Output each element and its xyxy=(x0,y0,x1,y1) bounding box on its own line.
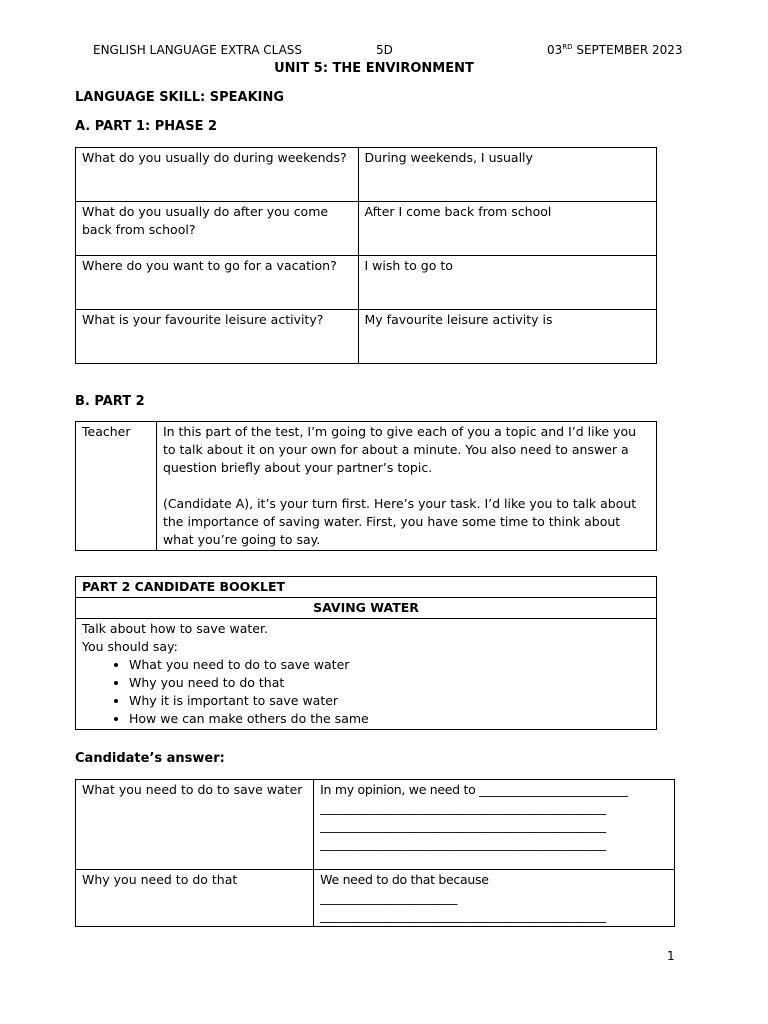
table-row xyxy=(76,619,657,730)
answer-line: ________________________________________________ xyxy=(320,818,606,833)
header-date: 03RD SEPTEMBER 2023 xyxy=(547,43,683,57)
booklet-bullet-list xyxy=(82,656,650,728)
answer-starter-cell: My favourite leisure activity is xyxy=(358,310,656,364)
list-item: • How we can make others do the same xyxy=(129,710,650,728)
answer-starter-cell: I wish to go to xyxy=(358,256,656,310)
table-row xyxy=(76,202,657,256)
table-row xyxy=(76,148,657,202)
role-cell: Teacher xyxy=(76,422,157,551)
candidate-booklet-table xyxy=(75,576,657,730)
table-row xyxy=(76,310,657,364)
answer-line: We need to do that because xyxy=(320,872,489,887)
answer-prompt-cell: Why you need to do that xyxy=(76,870,314,927)
question-cell: What is your favourite leisure activity? xyxy=(76,310,359,364)
part2-heading: B. PART 2 xyxy=(75,394,145,409)
question-cell: Where do you want to go for a vacation? xyxy=(76,256,359,310)
table-row xyxy=(76,598,657,619)
list-item: • Why you need to do that xyxy=(129,674,650,692)
teacher-script-paragraph-2: (Candidate A), it’s your turn first. Here’s your task. I’d like you to talk about the importance of saving water. First, you have some time to think about what you’re going to say. xyxy=(162,496,637,547)
candidate-answer-table xyxy=(75,779,675,927)
teacher-script-cell xyxy=(156,422,656,551)
booklet-heading: PART 2 CANDIDATE BOOKLET xyxy=(76,577,657,598)
part2-teacher-table xyxy=(75,421,657,551)
page-number: 1 xyxy=(667,949,675,963)
unit-title: UNIT 5: THE ENVIRONMENT xyxy=(274,61,474,76)
answer-line: ________________________________________________ xyxy=(320,836,606,851)
part1-table xyxy=(75,147,657,364)
answer-line: ________________________________________________ xyxy=(320,908,606,923)
table-row xyxy=(76,577,657,598)
booklet-intro-line: Talk about how to save water. xyxy=(82,621,268,636)
header-class: 5D xyxy=(376,43,393,57)
answer-line: ________________________________________________ xyxy=(320,800,606,815)
table-row xyxy=(76,256,657,310)
answer-line: _______________________ xyxy=(320,890,458,905)
answer-writing-cell xyxy=(314,780,675,870)
part1-heading: A. PART 1: PHASE 2 xyxy=(75,119,218,134)
answer-writing-cell xyxy=(314,870,675,927)
table-row xyxy=(76,422,657,551)
question-cell: What do you usually do during weekends? xyxy=(76,148,359,202)
table-row xyxy=(76,870,675,927)
booklet-intro-line: You should say: xyxy=(82,639,178,654)
booklet-topic: SAVING WATER xyxy=(76,598,657,619)
booklet-instructions xyxy=(76,619,657,730)
header-course-title: ENGLISH LANGUAGE EXTRA CLASS xyxy=(93,43,303,57)
table-row xyxy=(76,780,675,870)
language-skill-heading: LANGUAGE SKILL: SPEAKING xyxy=(75,90,285,105)
candidate-answer-heading: Candidate’s answer: xyxy=(75,751,225,766)
answer-starter-cell: During weekends, I usually xyxy=(358,148,656,202)
answer-starter-cell: After I come back from school xyxy=(358,202,656,256)
list-item: • Why it is important to save water xyxy=(129,692,650,710)
answer-prompt-cell: What you need to do to save water xyxy=(76,780,314,870)
answer-line: In my opinion, we need to _________________________ xyxy=(320,782,628,797)
list-item: • What you need to do to save water xyxy=(129,656,650,674)
question-cell: What do you usually do after you come back from school? xyxy=(76,202,359,256)
teacher-script-paragraph-1: In this part of the test, I’m going to give each of you a topic and I’d like you to talk about it on your own for about a minute. You also need to answer a question briefly about your partner’s topic. xyxy=(162,424,637,475)
